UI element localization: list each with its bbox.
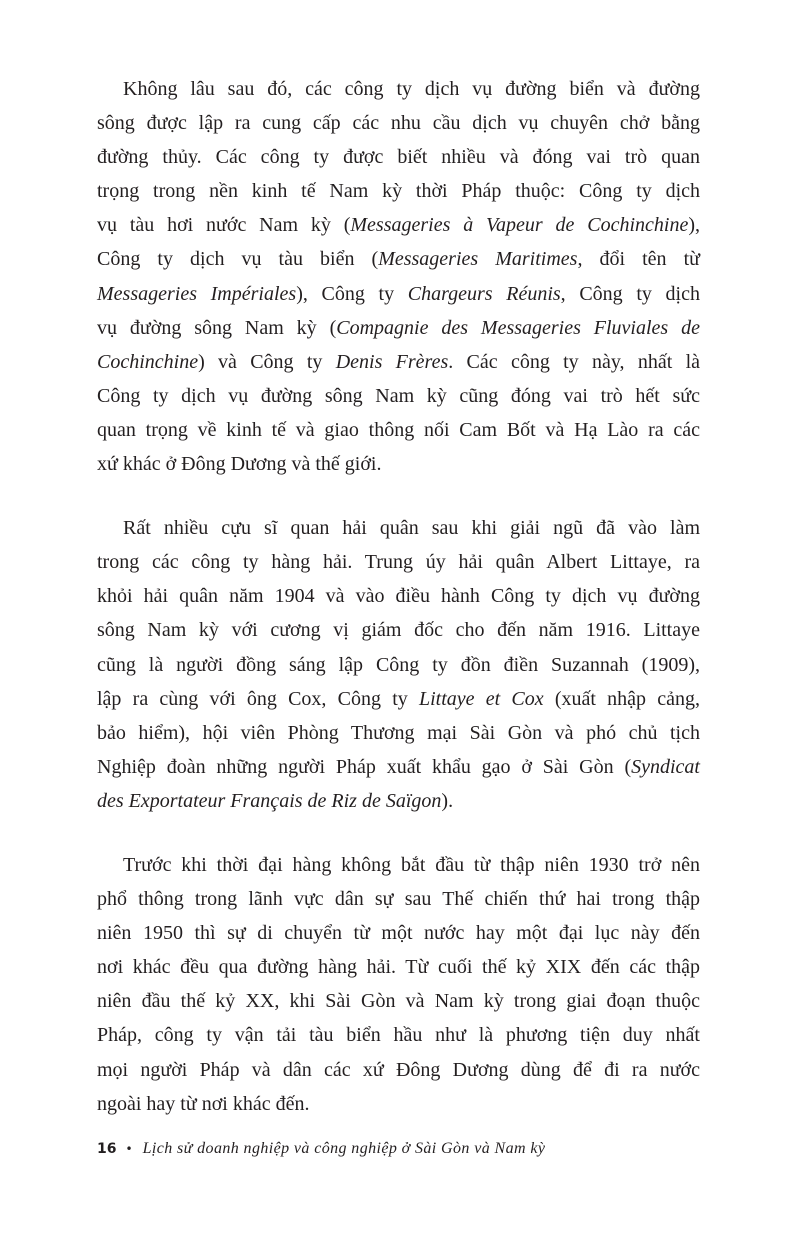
text-line <box>97 916 700 950</box>
body-text <box>97 72 700 1151</box>
text-segment: khỏi hải quân năm 1904 và vào điều hành Công ty dịch vụ đường <box>97 585 700 608</box>
text-segment: , Công ty dịch <box>560 282 700 305</box>
text-line <box>97 242 700 276</box>
text-segment: đường thủy. Các công ty được biết nhiều và đóng vai trò quan <box>97 146 700 169</box>
text-segment: phổ thông trong lãnh vực dân sự sau Thế chiến thứ hai trong thập <box>97 888 700 911</box>
text-segment: Trước khi thời đại hàng không bắt đầu từ thập niên 1930 trở nên <box>123 853 700 876</box>
text-line <box>97 882 700 916</box>
text-line <box>97 1018 700 1052</box>
text-segment: Rất nhiều cựu sĩ quan hải quân sau khi giải ngũ đã vào làm <box>123 517 700 540</box>
footer-separator: • <box>125 1142 133 1156</box>
text-segment: quan trọng về kinh tế và giao thông nối Cam Bốt và Hạ Lào ra các <box>97 418 700 441</box>
italic-text: Littaye et Cox <box>418 687 544 710</box>
text-line <box>97 1087 700 1121</box>
text-line <box>97 379 700 413</box>
text-segment: sông Nam kỳ với cương vị giám đốc cho đến năm 1916. Littaye <box>97 619 700 642</box>
text-line <box>97 345 700 379</box>
text-line <box>97 1053 700 1087</box>
running-title: Lịch sử doanh nghiệp và công nghiệp ở Sài Gòn và Nam kỳ <box>142 1140 546 1157</box>
text-segment: ) và Công ty <box>198 350 336 373</box>
text-segment: ), Công ty <box>296 282 408 305</box>
italic-text: Syndicat <box>631 755 700 778</box>
text-segment: trong các công ty hàng hải. Trung úy hải quân Albert Littaye, ra <box>97 551 700 574</box>
text-segment: lập ra cùng với ông Cox, Công ty <box>97 687 419 710</box>
text-line <box>97 511 700 545</box>
text-segment: ), <box>688 214 700 237</box>
text-line <box>97 613 700 647</box>
text-line <box>97 716 700 750</box>
text-segment: trọng trong nền kinh tế Nam kỳ thời Pháp thuộc: Công ty dịch <box>97 180 700 203</box>
text-line <box>97 545 700 579</box>
text-line <box>97 106 700 140</box>
text-segment: Công ty dịch vụ đường sông Nam kỳ cũng đóng vai trò hết sức <box>97 384 700 407</box>
text-segment: ). <box>441 789 454 812</box>
page-footer <box>97 1140 545 1158</box>
text-segment: sông được lập ra cung cấp các nhu cầu dịch vụ chuyên chở bằng <box>97 112 700 135</box>
paragraph <box>97 848 700 1121</box>
text-line <box>97 984 700 1018</box>
italic-text: Cochinchine <box>97 350 199 373</box>
text-segment: Không lâu sau đó, các công ty dịch vụ đường biển và đường <box>123 78 700 100</box>
text-segment: Pháp, công ty vận tải tàu biển hầu như là phương tiện duy nhất <box>97 1024 700 1047</box>
paragraph <box>97 72 700 481</box>
text-segment: , đổi tên từ <box>577 248 701 271</box>
text-segment: Nghiệp đoàn những người Pháp xuất khẩu gạo ở Sài Gòn ( <box>97 755 632 778</box>
text-line <box>97 579 700 613</box>
text-segment: . Các công ty này, nhất là <box>448 350 701 373</box>
text-segment: (xuất nhập cảng, <box>543 687 700 710</box>
text-segment: cũng là người đồng sáng lập Công ty đồn điền Suzannah (1909), <box>97 653 700 676</box>
text-segment: Công ty dịch vụ tàu biển ( <box>97 248 379 271</box>
text-line <box>97 277 700 311</box>
italic-text: Messageries à Vapeur de Cochinchine <box>350 214 689 237</box>
text-line <box>97 848 700 882</box>
italic-text: des Exportateur Français de Riz de Saïgon <box>97 789 442 812</box>
text-line <box>97 648 700 682</box>
text-line <box>97 72 700 106</box>
text-segment: xứ khác ở Đông Dương và thế giới. <box>97 453 382 476</box>
text-segment: vụ tàu hơi nước Nam kỳ ( <box>97 214 351 237</box>
italic-text: Denis Frères <box>335 350 449 373</box>
text-line <box>97 682 700 716</box>
text-line <box>97 140 700 174</box>
text-line <box>97 950 700 984</box>
paragraph <box>97 511 700 818</box>
italic-text: Messageries Maritimes <box>378 248 578 271</box>
text-segment: nơi khác đều qua đường hàng hải. Từ cuối thế kỷ XIX đến các thập <box>97 956 700 979</box>
text-line <box>97 447 700 481</box>
text-segment: niên 1950 thì sự di chuyển từ một nước hay một đại lục này đến <box>97 922 700 945</box>
italic-text: Messageries Impériales <box>97 282 297 305</box>
text-segment: niên đầu thế kỷ XX, khi Sài Gòn và Nam kỳ trong giai đoạn thuộc <box>97 990 700 1013</box>
text-line <box>97 750 700 784</box>
text-segment: vụ đường sông Nam kỳ ( <box>97 316 337 339</box>
text-line <box>97 784 700 818</box>
text-segment: mọi người Pháp và dân các xứ Đông Dương dùng để đi ra nước <box>97 1058 700 1081</box>
text-segment: ngoài hay từ nơi khác đến. <box>97 1092 310 1115</box>
text-line <box>97 413 700 447</box>
italic-text: Chargeurs Réunis <box>407 282 561 305</box>
text-line <box>97 208 700 242</box>
text-line <box>97 174 700 208</box>
text-line <box>97 311 700 345</box>
italic-text: Compagnie des Messageries Fluviales de <box>336 316 700 339</box>
text-segment: bảo hiểm), hội viên Phòng Thương mại Sài Gòn và phó chủ tịch <box>97 721 700 744</box>
page-number: 16 <box>97 1141 117 1157</box>
